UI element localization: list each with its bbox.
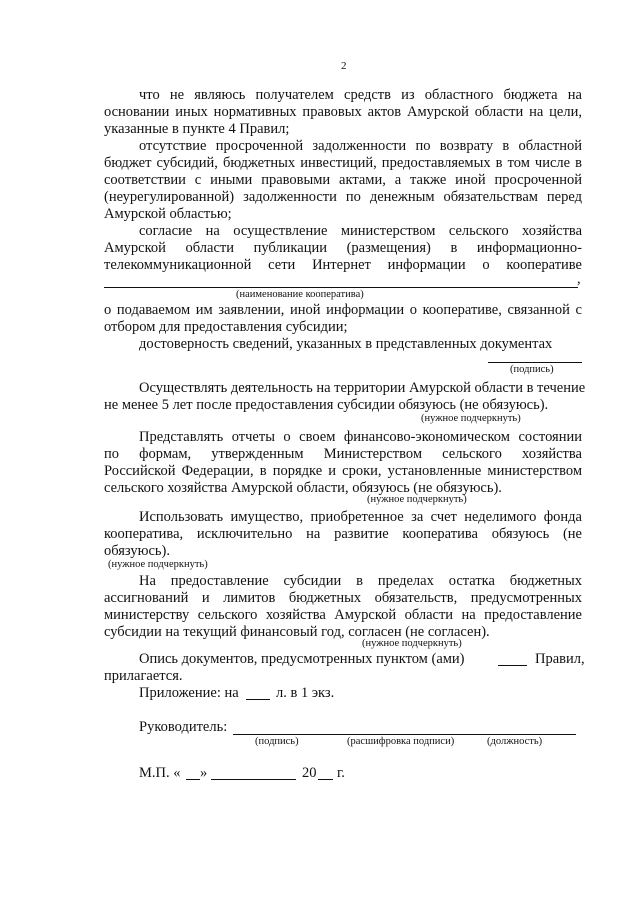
line-23: обязуюсь).: [104, 543, 170, 559]
line-30: Приложение: на: [139, 685, 239, 701]
line-20: сельского хозяйства Амурской области, обязуюсь (не обязуюсь).: [104, 480, 502, 496]
line-11: телекоммуникационной сети Интернет информации о кооперативе: [104, 257, 582, 273]
line-5: бюджет субсидий, бюджетных инвестиций, предоставляемых в том числе в: [104, 155, 582, 171]
line-22: кооператива, исключительно на развитие кооператива обязуюсь (не: [104, 526, 582, 542]
line-1: что не являюсь получателем средств из областного бюджета на: [139, 87, 582, 103]
line-7: (неурегулированной) задолженности по денежным обязательствам перед: [104, 189, 582, 205]
line-25: ассигнований и лимитов бюджетных обязательств, предусмотренных: [104, 590, 582, 606]
line-24: На предоставление субсидии в пределах остатка бюджетных: [139, 573, 582, 589]
caption-signature-2: (подпись): [255, 736, 299, 747]
comma: ,: [577, 271, 581, 287]
line-28-end: Правил,: [535, 651, 585, 667]
line-10: Амурской области публикации (размещения) в информационно-: [104, 240, 582, 256]
line-14: достоверность сведений, указанных в представленных документах: [139, 336, 553, 352]
line-4: отсутствие просроченной задолженности по возврату в областной: [139, 138, 582, 154]
caption-underline-4: (нужное подчеркнуть): [362, 638, 462, 649]
caption-position: (должность): [487, 736, 543, 747]
head-signature-line: [233, 734, 576, 735]
line-18: по формам, утвержденным Министерством сельского хозяйства: [104, 446, 582, 462]
line-16: не менее 5 лет после предоставления субсидии обязуюсь (не обязуюсь).: [104, 397, 549, 413]
caption-cooperative-name: (наименование кооператива): [236, 289, 364, 300]
signature-line-1: [488, 362, 582, 363]
line-13: отбором для предоставления субсидии;: [104, 319, 348, 335]
line-26: министерству сельского хозяйства Амурской области на предоставление: [104, 607, 582, 623]
line-30-end: л. в 1 экз.: [276, 685, 335, 701]
line-9: согласие на осуществление министерством сельского хозяйства: [139, 223, 582, 239]
line-15: Осуществлять деятельность на территории Амурской области в течение: [139, 380, 586, 396]
line-31: Руководитель:: [139, 719, 228, 735]
line-28: Опись документов, предусмотренных пунктом (ами): [139, 651, 465, 667]
line-6: соответствии с иными правовыми актами, а также иной просроченной: [104, 172, 582, 188]
blank-day: [186, 779, 200, 780]
line-3: указанные в пункте 4 Правил;: [104, 121, 290, 137]
line-12: о подаваемом им заявлении, иной информации о кооперативе, связанной с: [104, 302, 582, 318]
line-32: М.П. «: [139, 765, 181, 781]
blank-year: [318, 779, 333, 780]
line-29: прилагается.: [104, 668, 183, 684]
cooperative-name-line: [104, 287, 578, 288]
line-8: Амурской областью;: [104, 206, 232, 222]
caption-decoding: (расшифровка подписи): [347, 736, 455, 747]
blank-points: [498, 665, 527, 666]
year-suffix: г.: [337, 765, 345, 781]
blank-sheets: [246, 699, 270, 700]
caption-underline-2: (нужное подчеркнуть): [367, 494, 467, 505]
line-19: Российской Федерации, в порядке и сроки, установленные министерством: [104, 463, 582, 479]
line-21: Использовать имущество, приобретенное за счет неделимого фонда: [139, 509, 582, 525]
page-number: 2: [341, 60, 347, 72]
caption-underline-3: (нужное подчеркнуть): [108, 559, 208, 570]
caption-underline-1: (нужное подчеркнуть): [421, 413, 521, 424]
line-17: Представлять отчеты о своем финансово-экономическом состоянии: [139, 429, 582, 445]
blank-month: [211, 779, 296, 780]
year-prefix: 20: [302, 765, 317, 781]
line-27: субсидии на текущий финансовый год, согласен (не согласен).: [104, 624, 490, 640]
line-2: основании иных нормативных правовых актов Амурской области на цели,: [104, 104, 582, 120]
quote-close: »: [200, 765, 208, 781]
caption-signature-1: (подпись): [510, 364, 554, 375]
